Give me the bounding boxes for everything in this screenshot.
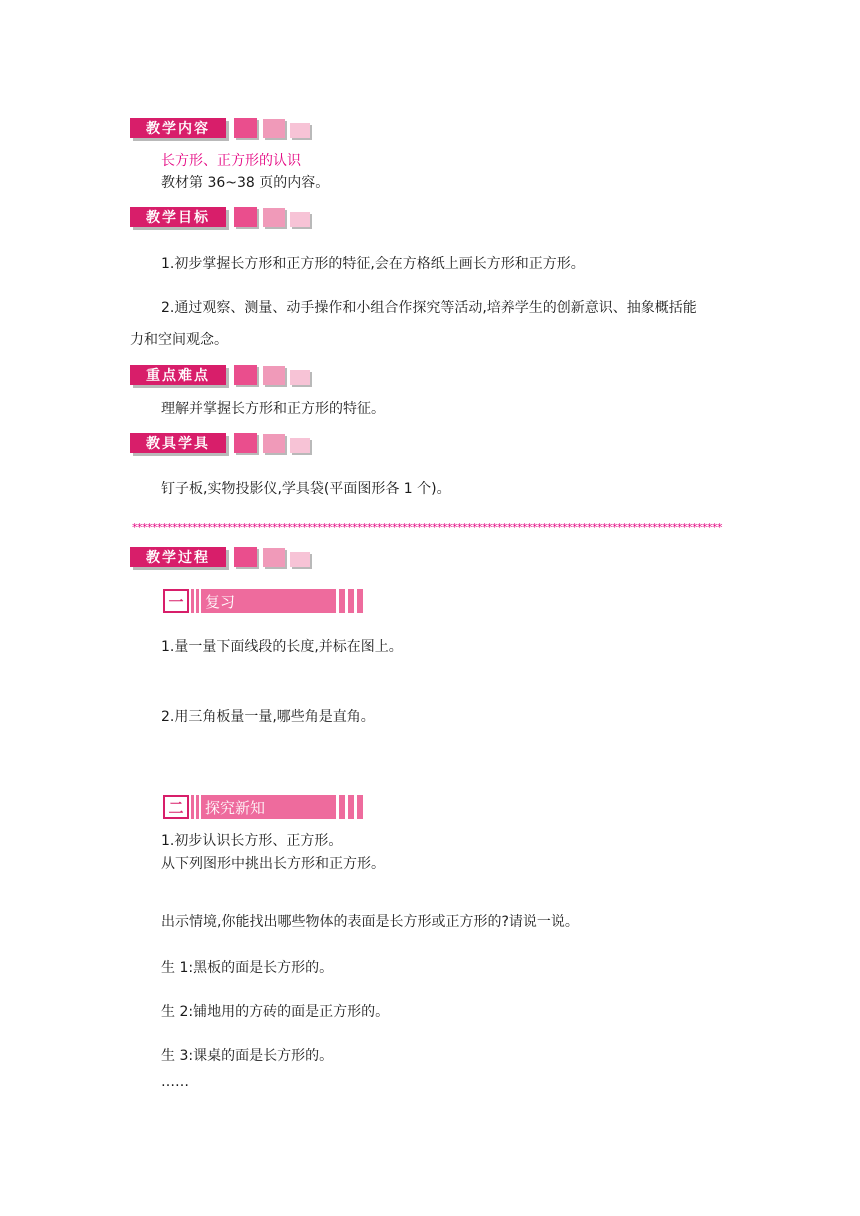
tools-text: 钉子板,实物投影仪,学具袋(平面图形各 1 个)。: [161, 481, 451, 497]
section-label: 教具学具: [130, 433, 226, 453]
section-header-goals: [130, 205, 310, 227]
section-label: 重点难点: [130, 365, 226, 385]
stage-title: 复习: [201, 589, 336, 613]
decor-square: [263, 434, 285, 453]
goal-item-1: 1.初步掌握长方形和正方形的特征,会在方格纸上画长方形和正方形。: [161, 256, 585, 272]
explore-step-1: 1.初步认识长方形、正方形。: [161, 833, 343, 849]
decor-square: [290, 438, 310, 453]
stage-number: 二: [163, 795, 189, 819]
decor-square: [263, 119, 285, 138]
textbook-pages: 教材第 36~38 页的内容。: [161, 175, 330, 191]
section-label: 教学内容: [130, 118, 226, 138]
decor-square: [234, 547, 257, 567]
asterisk-separator: **********************************************************************************************************************: [132, 521, 722, 534]
explore-instruction: 从下列图形中挑出长方形和正方形。: [161, 856, 385, 872]
stage-number: 一: [163, 589, 189, 613]
banner-stripes: [336, 795, 363, 819]
decor-square: [263, 208, 285, 227]
student-answer-2: 生 2:铺地用的方砖的面是正方形的。: [161, 1004, 390, 1020]
stage-title: 探究新知: [201, 795, 336, 819]
lesson-subtitle: 长方形、正方形的认识: [161, 153, 301, 169]
decor-square: [263, 548, 285, 567]
decor-square: [234, 207, 257, 227]
goal-item-2: 2.通过观察、测量、动手操作和小组合作探究等活动,培养学生的创新意识、抽象概括能: [161, 300, 697, 316]
section-header-content: [130, 116, 310, 138]
ellipsis-text: ……: [161, 1074, 189, 1090]
decor-square: [290, 552, 310, 567]
decor-square: [290, 212, 310, 227]
decor-square: [290, 123, 310, 138]
stage-banner-review: [163, 589, 363, 613]
banner-stripes: [191, 795, 201, 819]
student-answer-1: 生 1:黑板的面是长方形的。: [161, 960, 334, 976]
review-question-2: 2.用三角板量一量,哪些角是直角。: [161, 709, 375, 725]
student-answer-3: 生 3:课桌的面是长方形的。: [161, 1048, 334, 1064]
goal-item-2-cont: 力和空间观念。: [130, 332, 228, 348]
banner-stripes: [191, 589, 201, 613]
section-label: 教学目标: [130, 207, 226, 227]
decor-square: [234, 433, 257, 453]
decor-square: [263, 366, 285, 385]
section-label: 教学过程: [130, 547, 226, 567]
review-question-1: 1.量一量下面线段的长度,并标在图上。: [161, 639, 403, 655]
decor-square: [234, 365, 257, 385]
decor-square: [234, 118, 257, 138]
section-header-key-points: [130, 363, 310, 385]
section-header-process: [130, 545, 310, 567]
section-header-tools: [130, 431, 310, 453]
banner-stripes: [336, 589, 363, 613]
decor-square: [290, 370, 310, 385]
explore-scenario: 出示情境,你能找出哪些物体的表面是长方形或正方形的?请说一说。: [161, 914, 579, 930]
key-points-text: 理解并掌握长方形和正方形的特征。: [161, 401, 385, 417]
stage-banner-explore: [163, 795, 363, 819]
